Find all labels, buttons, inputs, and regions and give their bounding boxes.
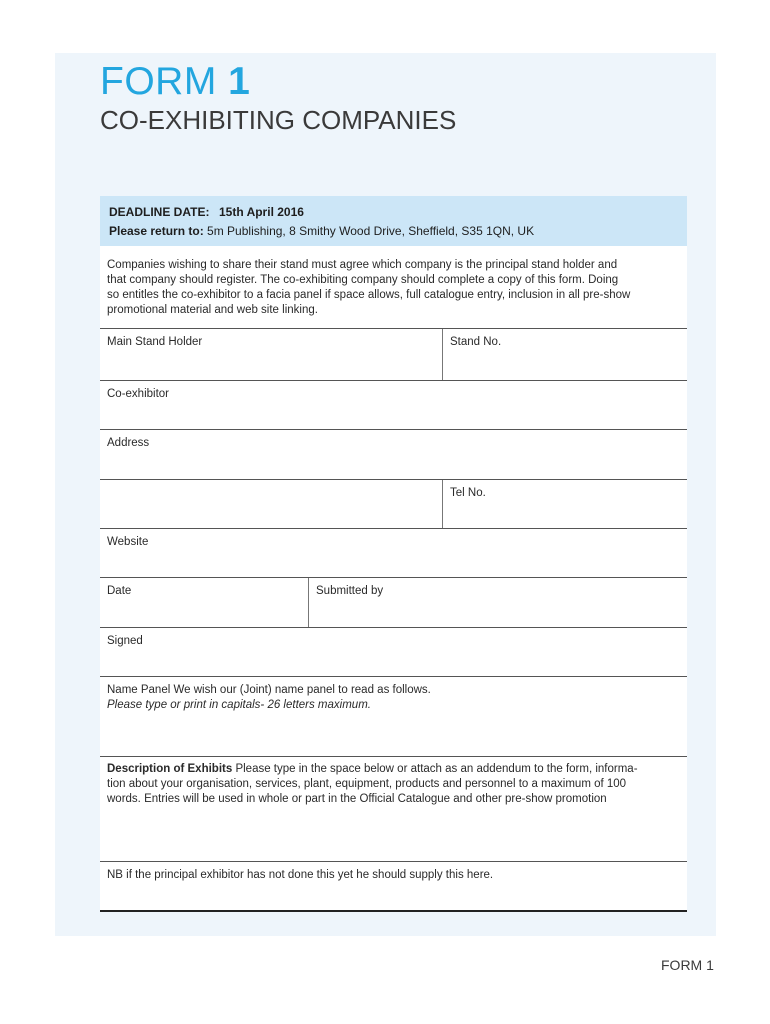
co-exhibitor-label: Co-exhibitor bbox=[107, 388, 169, 400]
stand-no-field[interactable] bbox=[442, 329, 687, 380]
submitted-by-field[interactable] bbox=[308, 578, 687, 627]
description-text: words. Entries will be used in whole or part in the Official Catalogue and other pre-show promotion bbox=[107, 793, 607, 805]
return-label: Please return to: bbox=[109, 224, 204, 238]
form-area bbox=[100, 246, 687, 912]
intro-line: that company should register. The co-exhibiting company should complete a copy of this form. Doing bbox=[107, 274, 619, 286]
date-field[interactable] bbox=[100, 578, 308, 627]
nb-label: NB if the principal exhibitor has not done this yet he should supply this here. bbox=[107, 869, 494, 881]
name-panel-instruction: Please type or print in capitals- 26 letters maximum. bbox=[107, 699, 371, 711]
deadline-line bbox=[109, 203, 687, 222]
address-continued-field[interactable] bbox=[100, 480, 442, 528]
website-field[interactable] bbox=[100, 529, 687, 577]
row-tel bbox=[100, 479, 687, 528]
website-label: Website bbox=[107, 536, 149, 548]
row-main-stand bbox=[100, 328, 687, 380]
form-title-number: 1 bbox=[228, 60, 251, 103]
deadline-label: DEADLINE DATE: bbox=[109, 205, 210, 219]
bottom-rule bbox=[100, 910, 687, 912]
name-panel-field[interactable] bbox=[100, 677, 687, 756]
intro-text bbox=[107, 258, 682, 318]
co-exhibitor-field[interactable] bbox=[100, 381, 687, 429]
intro-line: Companies wishing to share their stand must agree which company is the principal stand holder and bbox=[107, 259, 618, 271]
description-text: tion about your organisation, services, plant, equipment, products and personnel to a maximum of 100 bbox=[107, 778, 627, 790]
nb-field[interactable] bbox=[100, 862, 687, 910]
main-stand-holder-label: Main Stand Holder bbox=[107, 336, 203, 348]
return-line bbox=[109, 222, 687, 241]
main-stand-holder-field[interactable] bbox=[100, 329, 442, 380]
row-website bbox=[100, 528, 687, 577]
deadline-box bbox=[100, 196, 687, 246]
date-label: Date bbox=[107, 585, 132, 597]
row-description bbox=[100, 756, 687, 861]
row-signed bbox=[100, 627, 687, 676]
tel-no-field[interactable] bbox=[442, 480, 687, 528]
description-text: Please type in the space below or attach as an addendum to the form, informa- bbox=[232, 763, 638, 775]
intro-line: so entitles the co-exhibitor to a facia panel if space allows, full catalogue entry, inclusion in all pre-show bbox=[107, 289, 631, 301]
description-heading: Description of Exhibits bbox=[107, 763, 233, 775]
description-line-1 bbox=[107, 762, 687, 777]
tel-no-label: Tel No. bbox=[450, 487, 486, 499]
address-label: Address bbox=[107, 437, 150, 449]
signed-field[interactable] bbox=[100, 628, 687, 676]
row-co-exhibitor bbox=[100, 380, 687, 429]
row-address bbox=[100, 429, 687, 479]
intro-line: promotional material and web site linking. bbox=[107, 304, 318, 316]
name-panel-label: Name Panel We wish our (Joint) name panel to read as follows. bbox=[107, 684, 431, 696]
return-address: 5m Publishing, 8 Smithy Wood Drive, Sheffield, S35 1QN, UK bbox=[207, 224, 535, 238]
signed-label: Signed bbox=[107, 635, 143, 647]
row-date bbox=[100, 577, 687, 627]
address-field[interactable] bbox=[100, 430, 687, 479]
form-subtitle: CO-EXHIBITING COMPANIES bbox=[100, 105, 457, 135]
description-field[interactable] bbox=[100, 757, 687, 861]
submitted-by-label: Submitted by bbox=[316, 585, 384, 597]
row-nb bbox=[100, 861, 687, 910]
footer-label: FORM 1 bbox=[661, 957, 714, 973]
row-name-panel bbox=[100, 676, 687, 756]
form-title bbox=[100, 60, 250, 104]
form-title-word: FORM bbox=[100, 60, 217, 103]
stand-no-label: Stand No. bbox=[450, 336, 502, 348]
deadline-value: 15th April 2016 bbox=[219, 205, 304, 219]
